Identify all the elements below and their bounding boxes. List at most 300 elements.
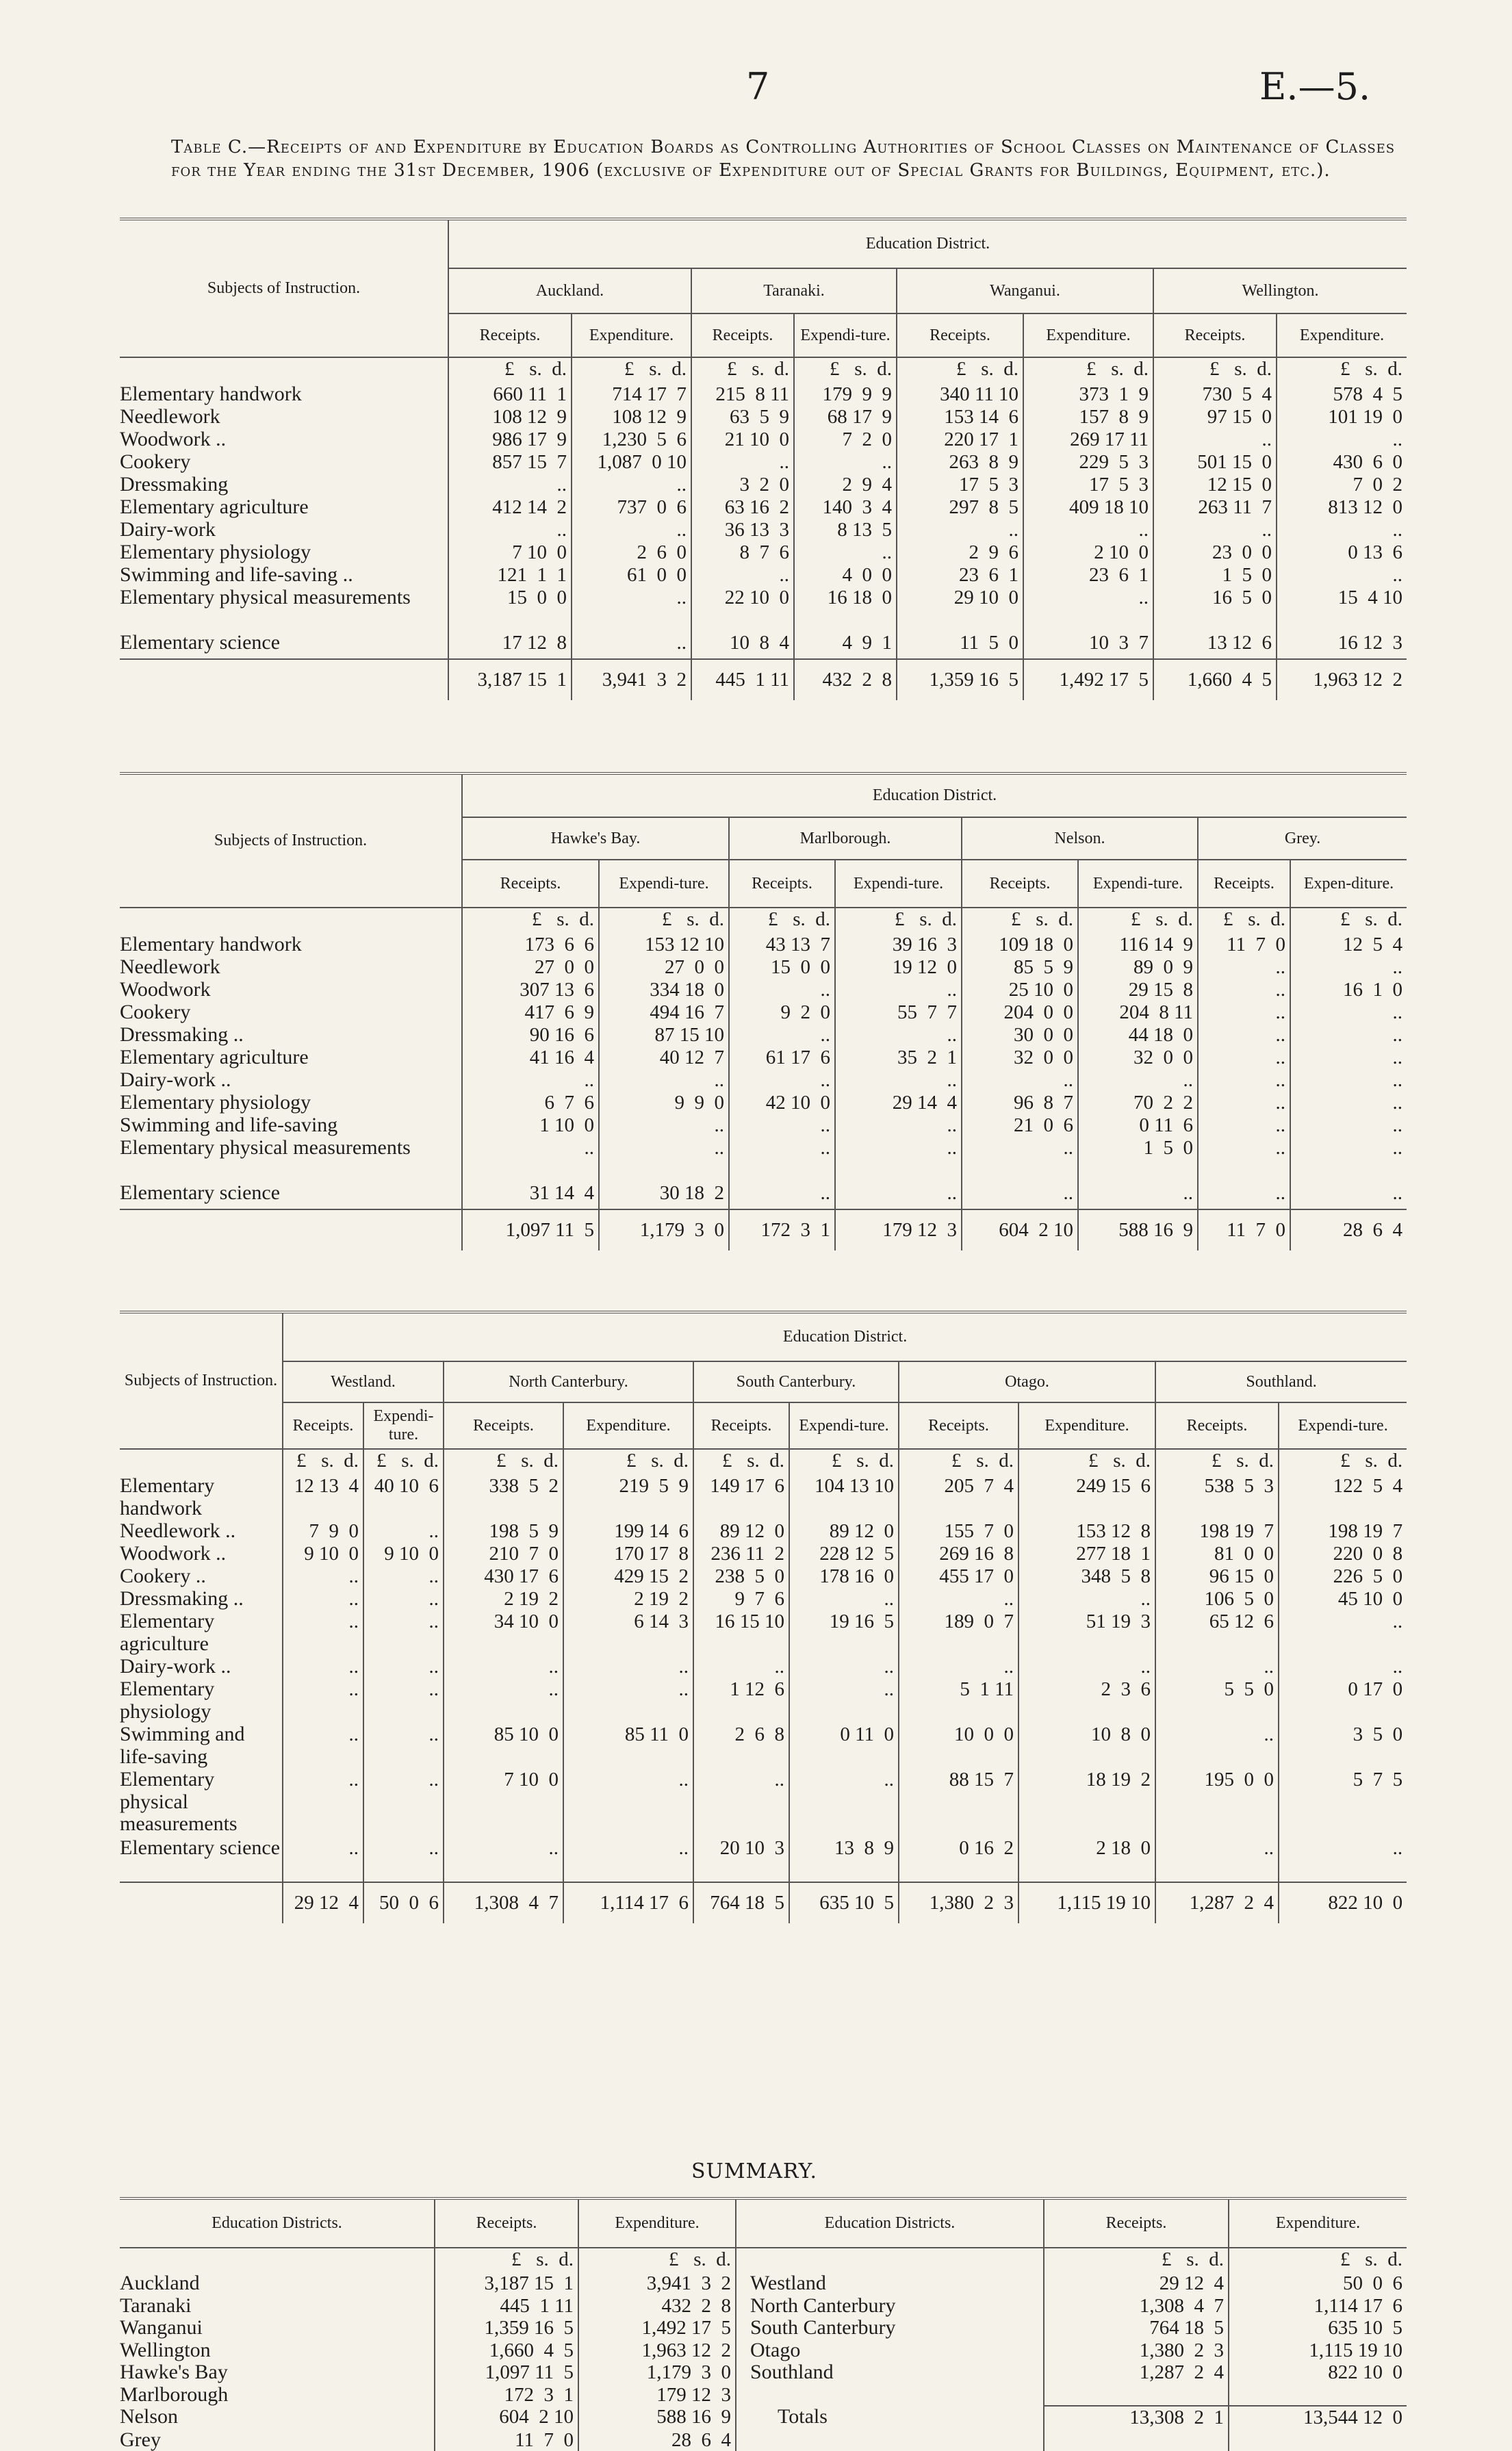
table-cell: .. <box>363 1611 444 1656</box>
page-code: E.—5. <box>1259 65 1370 108</box>
summary-row <box>120 2361 1407 2384</box>
table-cell: .. <box>789 1678 899 1723</box>
table-cell: 96 15 0 <box>1155 1565 1279 1588</box>
table-cell: 2 6 0 <box>572 541 691 564</box>
table-title: Table C.—Receipts of and Expenditure by Education Boards as Controlling Authorities of School Classes on Maintenance of Classes for the Year ending the 31st December, 1906 (exclusive of Expenditure out of Special Grants for Buildings, Equipment, etc.). <box>171 136 1403 182</box>
table-cell: 15 0 0 <box>448 587 572 632</box>
subject-name: Woodwork <box>120 979 462 1001</box>
expenditure-header: Expendi-ture. <box>599 860 729 908</box>
expenditure-value: 635 10 5 <box>1229 2317 1407 2339</box>
district-name: Grey <box>120 2429 435 2451</box>
district-name: Westland. <box>283 1361 444 1402</box>
currency-units: £ s. d. <box>1044 2248 1229 2272</box>
table-cell: 348 5 8 <box>1018 1565 1155 1588</box>
table-cell: 42 10 0 <box>729 1092 835 1114</box>
table-cell: 277 18 1 <box>1018 1543 1155 1565</box>
table-cell: 7 9 0 <box>283 1520 363 1543</box>
total-cell: 50 0 6 <box>363 1882 444 1923</box>
table-cell: 501 15 0 <box>1153 451 1277 474</box>
units-spacer <box>120 908 462 934</box>
table-cell: .. <box>1277 428 1407 451</box>
expenditure-value: 28 6 4 <box>578 2429 736 2451</box>
table-cell: 10 8 0 <box>1018 1723 1155 1769</box>
table-row <box>120 474 1407 496</box>
table-cell: 228 12 5 <box>789 1543 899 1565</box>
table-cell: 10 0 0 <box>899 1723 1018 1769</box>
table-cell: 9 10 0 <box>363 1543 444 1565</box>
table-cell: .. <box>1153 519 1277 541</box>
currency-units: £ s. d. <box>448 357 572 383</box>
table-cell: 29 10 0 <box>897 587 1023 632</box>
table-cell: .. <box>691 564 794 587</box>
table-cell: .. <box>448 519 572 541</box>
table-cell: 1,230 5 6 <box>572 428 691 451</box>
table-cell: 986 17 9 <box>448 428 572 451</box>
table-cell: 8 13 5 <box>794 519 897 541</box>
subject-name: Cookery <box>120 451 448 474</box>
subject-name: Dressmaking .. <box>120 1024 462 1047</box>
table-row <box>120 1588 1407 1611</box>
table-cell: .. <box>1279 1656 1407 1678</box>
table-cell: 334 18 0 <box>599 979 729 1001</box>
table-cell: 153 14 6 <box>897 406 1023 428</box>
table-row <box>120 428 1407 451</box>
table-cell: .. <box>835 979 962 1001</box>
table-row <box>120 1001 1407 1024</box>
table-cell: 21 10 0 <box>691 428 794 451</box>
total-cell: 1,963 12 2 <box>1277 659 1407 700</box>
table-cell: 6 14 3 <box>563 1611 693 1656</box>
subject-name: Swimming and life-saving <box>120 1723 283 1769</box>
currency-units: £ s. d. <box>572 357 691 383</box>
table-cell: .. <box>1198 1137 1290 1182</box>
table-cell: 9 10 0 <box>283 1543 363 1565</box>
table-row <box>120 1723 1407 1769</box>
table-cell: .. <box>283 1611 363 1656</box>
table-cell: 2 9 6 <box>897 541 1023 564</box>
table-cell: .. <box>363 1565 444 1588</box>
currency-units: £ s. d. <box>691 357 794 383</box>
subject-name: Swimming and life-saving <box>120 1114 462 1137</box>
table-cell: 17 5 3 <box>897 474 1023 496</box>
table-cell: .. <box>363 1656 444 1678</box>
table-cell: 307 13 6 <box>462 979 599 1001</box>
table-cell: .. <box>789 1769 899 1837</box>
expenditure-value: 588 16 9 <box>578 2406 736 2429</box>
table-cell: 16 15 10 <box>693 1611 789 1656</box>
summary-row <box>120 2406 1407 2429</box>
table-cell: .. <box>563 1769 693 1837</box>
table-cell: .. <box>599 1137 729 1182</box>
subject-name: Dairy-work .. <box>120 1656 283 1678</box>
expenditure-value: 1,179 3 0 <box>578 2361 736 2384</box>
table-cell: 43 13 7 <box>729 934 835 956</box>
table-cell: .. <box>363 1588 444 1611</box>
table-cell: .. <box>363 1837 444 1882</box>
table-cell: 155 7 0 <box>899 1520 1018 1543</box>
table-cell: 12 15 0 <box>1153 474 1277 496</box>
table-cell: 34 10 0 <box>444 1611 563 1656</box>
table-cell: .. <box>835 1024 962 1047</box>
table-cell: .. <box>1018 1656 1155 1678</box>
district-name: Grey. <box>1198 817 1407 860</box>
expenditure-value: 50 0 6 <box>1229 2272 1407 2295</box>
table-cell: 236 11 2 <box>693 1543 789 1565</box>
table-row <box>120 451 1407 474</box>
expenditure-value: 1,963 12 2 <box>578 2339 736 2362</box>
currency-units: £ s. d. <box>599 908 729 934</box>
currency-units: £ s. d. <box>1018 1449 1155 1475</box>
table-row <box>120 406 1407 428</box>
total-cell: 1,359 16 5 <box>897 659 1023 700</box>
table-cell: .. <box>283 1723 363 1769</box>
total-cell: 1,308 4 7 <box>444 1882 563 1923</box>
table-row <box>120 1656 1407 1678</box>
table-cell: .. <box>599 1069 729 1092</box>
table-row <box>120 541 1407 564</box>
table-cell: .. <box>899 1656 1018 1678</box>
table-cell: 412 14 2 <box>448 496 572 519</box>
table-cell: 0 17 0 <box>1279 1678 1407 1723</box>
table-row <box>120 979 1407 1001</box>
table-cell: 204 8 11 <box>1078 1001 1198 1024</box>
total-cell: 172 3 1 <box>729 1209 835 1250</box>
table-cell: .. <box>789 1656 899 1678</box>
subject-name: Elementary physiology <box>120 541 448 564</box>
table-cell: .. <box>729 979 835 1001</box>
table-cell: 204 0 0 <box>962 1001 1078 1024</box>
empty-cell <box>736 2429 1044 2451</box>
subject-name: Woodwork .. <box>120 428 448 451</box>
total-cell: 764 18 5 <box>693 1882 789 1923</box>
table-row <box>120 496 1407 519</box>
expenditure-header: Expendi-ture. <box>794 313 897 357</box>
table-cell: .. <box>444 1678 563 1723</box>
summary-row <box>120 2317 1407 2339</box>
table-cell: .. <box>962 1069 1078 1092</box>
subject-name: Elementary agriculture <box>120 1047 462 1069</box>
table-cell: 140 3 4 <box>794 496 897 519</box>
table-cell: .. <box>1279 1611 1407 1656</box>
table-cell: 2 9 4 <box>794 474 897 496</box>
summary-district-header: Education Districts. <box>736 2198 1044 2248</box>
table-cell: 108 12 9 <box>448 406 572 428</box>
table-cell: 210 7 0 <box>444 1543 563 1565</box>
total-cell: 588 16 9 <box>1078 1209 1198 1250</box>
table-cell: 737 0 6 <box>572 496 691 519</box>
subject-name: Woodwork .. <box>120 1543 283 1565</box>
table-cell: 8 7 6 <box>691 541 794 564</box>
summary-row <box>120 2384 1407 2407</box>
empty-cell <box>1229 2384 1407 2407</box>
empty-cell <box>1044 2384 1229 2407</box>
subject-name: Elementary physiology <box>120 1092 462 1114</box>
table-cell: .. <box>572 632 691 659</box>
table-cell: 89 12 0 <box>693 1520 789 1543</box>
table-cell: .. <box>1023 587 1153 632</box>
total-cell: 1,380 2 3 <box>899 1882 1018 1923</box>
table-cell: .. <box>1153 428 1277 451</box>
currency-units: £ s. d. <box>1277 357 1407 383</box>
table-cell: 63 16 2 <box>691 496 794 519</box>
table-cell: 16 18 0 <box>794 587 897 632</box>
district-name: Wellington <box>120 2339 435 2362</box>
table-cell: 61 0 0 <box>572 564 691 587</box>
receipts-value: 29 12 4 <box>1044 2272 1229 2295</box>
table-cell: .. <box>897 519 1023 541</box>
table-cell: 429 15 2 <box>563 1565 693 1588</box>
table-cell: 430 17 6 <box>444 1565 563 1588</box>
table-cell: .. <box>729 1182 835 1209</box>
currency-units: £ s. d. <box>444 1449 563 1475</box>
table-cell: .. <box>444 1656 563 1678</box>
table-cell: 340 11 10 <box>897 383 1023 406</box>
table-cell: .. <box>599 1114 729 1137</box>
receipts-value: 3,187 15 1 <box>435 2272 578 2295</box>
table-row <box>120 1769 1407 1837</box>
receipts-header: Receipts. <box>283 1402 363 1449</box>
table-c-part-2 <box>120 772 1407 1250</box>
table-cell: 121 1 1 <box>448 564 572 587</box>
table-cell: 10 3 7 <box>1023 632 1153 659</box>
table-row <box>120 1114 1407 1137</box>
district-name: Wanganui <box>120 2317 435 2339</box>
table-cell: 23 6 1 <box>897 564 1023 587</box>
table-cell: 199 14 6 <box>563 1520 693 1543</box>
table-cell: 9 9 0 <box>599 1092 729 1114</box>
district-name: Wellington. <box>1153 268 1407 313</box>
expenditure-value: 822 10 0 <box>1229 2361 1407 2384</box>
table-cell: 85 10 0 <box>444 1723 563 1769</box>
receipts-value: 172 3 1 <box>435 2384 578 2407</box>
table-cell: .. <box>1155 1723 1279 1769</box>
district-header: Education District. <box>783 1328 907 1346</box>
totals-row <box>120 659 1407 700</box>
table-cell: 11 5 0 <box>897 632 1023 659</box>
table-row <box>120 587 1407 632</box>
currency-units: £ s. d. <box>962 908 1078 934</box>
table-cell: 41 16 4 <box>462 1047 599 1069</box>
summary-row <box>120 2429 1407 2451</box>
expenditure-value: 1,492 17 5 <box>578 2317 736 2339</box>
receipts-value: 11 7 0 <box>435 2429 578 2451</box>
table-cell: 578 4 5 <box>1277 383 1407 406</box>
table-cell: 19 12 0 <box>835 956 962 979</box>
table-cell: .. <box>1290 1137 1407 1182</box>
table-cell: 2 19 2 <box>444 1588 563 1611</box>
table-cell: .. <box>835 1069 962 1092</box>
table-cell: 9 2 0 <box>729 1001 835 1024</box>
table-cell: .. <box>693 1769 789 1837</box>
table-cell: 7 10 0 <box>444 1769 563 1837</box>
table-row <box>120 1837 1407 1882</box>
table-row <box>120 383 1407 406</box>
table-cell: 23 0 0 <box>1153 541 1277 564</box>
table-cell: 108 12 9 <box>572 406 691 428</box>
table-cell: 179 9 9 <box>794 383 897 406</box>
total-cell: 3,941 3 2 <box>572 659 691 700</box>
receipts-header: Receipts. <box>962 860 1078 908</box>
table-cell: 31 14 4 <box>462 1182 599 1209</box>
district-header: Education District. <box>866 235 990 253</box>
table-cell: 2 19 2 <box>563 1588 693 1611</box>
expenditure-header: Expendi-ture. <box>1078 860 1198 908</box>
district-name: North Canterbury. <box>444 1361 693 1402</box>
subject-name: Swimming and life-saving .. <box>120 564 448 587</box>
table-cell: 417 6 9 <box>462 1001 599 1024</box>
table-cell: 195 0 0 <box>1155 1769 1279 1837</box>
subject-name: Elementary physical measurements <box>120 1769 283 1837</box>
summary-district-header: Education Districts. <box>120 2198 435 2248</box>
subject-name: Dairy-work .. <box>120 1069 462 1092</box>
expenditure-header: Expen-diture. <box>1290 860 1407 908</box>
receipts-header: Receipts. <box>899 1402 1018 1449</box>
subject-name: Needlework .. <box>120 1520 283 1543</box>
table-row <box>120 1069 1407 1092</box>
total-cell: 635 10 5 <box>789 1882 899 1923</box>
table-cell: 106 5 0 <box>1155 1588 1279 1611</box>
expenditure-header: Expenditure. <box>1277 313 1407 357</box>
expenditure-value: 432 2 8 <box>578 2295 736 2318</box>
total-cell: 822 10 0 <box>1279 1882 1407 1923</box>
table-cell: .. <box>1198 1092 1290 1114</box>
table-cell: 96 8 7 <box>962 1092 1078 1114</box>
table-cell: 2 3 6 <box>1018 1678 1155 1723</box>
table-cell: 25 10 0 <box>962 979 1078 1001</box>
table-cell: .. <box>1290 1182 1407 1209</box>
currency-units: £ s. d. <box>897 357 1023 383</box>
subject-name: Dressmaking .. <box>120 1588 283 1611</box>
receipts-header: Receipts. <box>693 1402 789 1449</box>
expenditure-value: 1,114 17 6 <box>1229 2295 1407 2318</box>
table-c-part-1 <box>120 218 1407 700</box>
table-cell: 17 12 8 <box>448 632 572 659</box>
currency-units: £ s. d. <box>1153 357 1277 383</box>
table-c-part-3 <box>120 1311 1407 1923</box>
currency-units: £ s. d. <box>1229 2248 1407 2272</box>
table-cell: 39 16 3 <box>835 934 962 956</box>
table-cell: 3 5 0 <box>1279 1723 1407 1769</box>
district-name: Nelson <box>120 2406 435 2429</box>
district-name: Taranaki <box>120 2295 435 2318</box>
table-cell: 189 0 7 <box>899 1611 1018 1656</box>
table-cell: .. <box>563 1656 693 1678</box>
currency-units: £ s. d. <box>789 1449 899 1475</box>
table-cell: .. <box>1155 1656 1279 1678</box>
table-cell: 249 15 6 <box>1018 1475 1155 1520</box>
total-cell: 1,492 17 5 <box>1023 659 1153 700</box>
table-cell: 27 0 0 <box>462 956 599 979</box>
receipts-header: Receipts. <box>1198 860 1290 908</box>
receipts-header: Receipts. <box>729 860 835 908</box>
subject-name: Needlework <box>120 406 448 428</box>
table-row <box>120 1182 1407 1209</box>
expenditure-header: Expenditure. <box>1023 313 1153 357</box>
table-cell: 32 0 0 <box>962 1047 1078 1069</box>
receipts-header: Receipts. <box>1044 2198 1229 2248</box>
table-cell: .. <box>729 1137 835 1182</box>
receipts-value: 1,097 11 5 <box>435 2361 578 2384</box>
table-cell: .. <box>1290 956 1407 979</box>
table-cell: .. <box>283 1565 363 1588</box>
currency-units: £ s. d. <box>363 1449 444 1475</box>
table-cell: 660 11 1 <box>448 383 572 406</box>
totals-row <box>120 1209 1407 1250</box>
table-cell: 44 18 0 <box>1078 1024 1198 1047</box>
table-cell: 63 5 9 <box>691 406 794 428</box>
table-cell: 97 15 0 <box>1153 406 1277 428</box>
expenditure-header: Expenditure. <box>578 2198 736 2248</box>
table-row <box>120 1543 1407 1565</box>
expenditure-header: Expendi-ture. <box>835 860 962 908</box>
total-receipts: 13,308 2 1 <box>1044 2406 1229 2429</box>
table-cell: 81 0 0 <box>1155 1543 1279 1565</box>
table-cell: 15 4 10 <box>1277 587 1407 632</box>
expenditure-header: Expenditure. <box>563 1402 693 1449</box>
currency-units: £ s. d. <box>1023 357 1153 383</box>
currency-units: £ s. d. <box>1279 1449 1407 1475</box>
summary-row <box>120 2339 1407 2362</box>
subject-name: Dressmaking <box>120 474 448 496</box>
expenditure-header: Expendi-ture. <box>363 1402 444 1449</box>
table-cell: .. <box>1198 1069 1290 1092</box>
table-cell: 18 19 2 <box>1018 1769 1155 1837</box>
currency-units: £ s. d. <box>794 357 897 383</box>
table-cell: 89 12 0 <box>789 1520 899 1543</box>
table-cell: 22 10 0 <box>691 587 794 632</box>
table-cell: 157 8 9 <box>1023 406 1153 428</box>
table-cell: .. <box>572 519 691 541</box>
table-cell: 65 12 6 <box>1155 1611 1279 1656</box>
table-cell: 7 10 0 <box>448 541 572 564</box>
subject-name: Elementary physical measurements <box>120 1137 462 1182</box>
expenditure-header: Expenditure. <box>572 313 691 357</box>
table-cell: 538 5 3 <box>1155 1475 1279 1520</box>
table-cell: .. <box>563 1837 693 1882</box>
table-cell: .. <box>572 587 691 632</box>
currency-units: £ s. d. <box>283 1449 363 1475</box>
table-cell: 5 1 11 <box>899 1678 1018 1723</box>
district-name: Auckland. <box>448 268 691 313</box>
table-cell: .. <box>1198 1114 1290 1137</box>
table-cell: .. <box>444 1837 563 1882</box>
table-cell: 226 5 0 <box>1279 1565 1407 1588</box>
subject-name: Elementary science <box>120 632 448 659</box>
table-row <box>120 1024 1407 1047</box>
district-name: South Canterbury. <box>693 1361 899 1402</box>
district-name: Taranaki. <box>691 268 897 313</box>
total-cell: 179 12 3 <box>835 1209 962 1250</box>
receipts-header: Receipts. <box>691 313 794 357</box>
expenditure-value: 179 12 3 <box>578 2384 736 2407</box>
expenditure-header: Expendi-ture. <box>789 1402 899 1449</box>
table-cell: 153 12 8 <box>1018 1520 1155 1543</box>
table-cell: 297 8 5 <box>897 496 1023 519</box>
total-expenditure: 13,544 12 0 <box>1229 2406 1407 2429</box>
table-cell: .. <box>448 474 572 496</box>
table-cell: 11 7 0 <box>1198 934 1290 956</box>
table-cell: 238 5 0 <box>693 1565 789 1588</box>
table-cell: 15 0 0 <box>729 956 835 979</box>
table-cell: 455 17 0 <box>899 1565 1018 1588</box>
receipts-value: 764 18 5 <box>1044 2317 1229 2339</box>
table-cell: 2 18 0 <box>1018 1837 1155 1882</box>
table-cell: 36 13 3 <box>691 519 794 541</box>
table-cell: 0 11 6 <box>1078 1114 1198 1137</box>
total-cell: 1,115 19 10 <box>1018 1882 1155 1923</box>
table-row <box>120 1611 1407 1656</box>
receipts-header: Receipts. <box>448 313 572 357</box>
